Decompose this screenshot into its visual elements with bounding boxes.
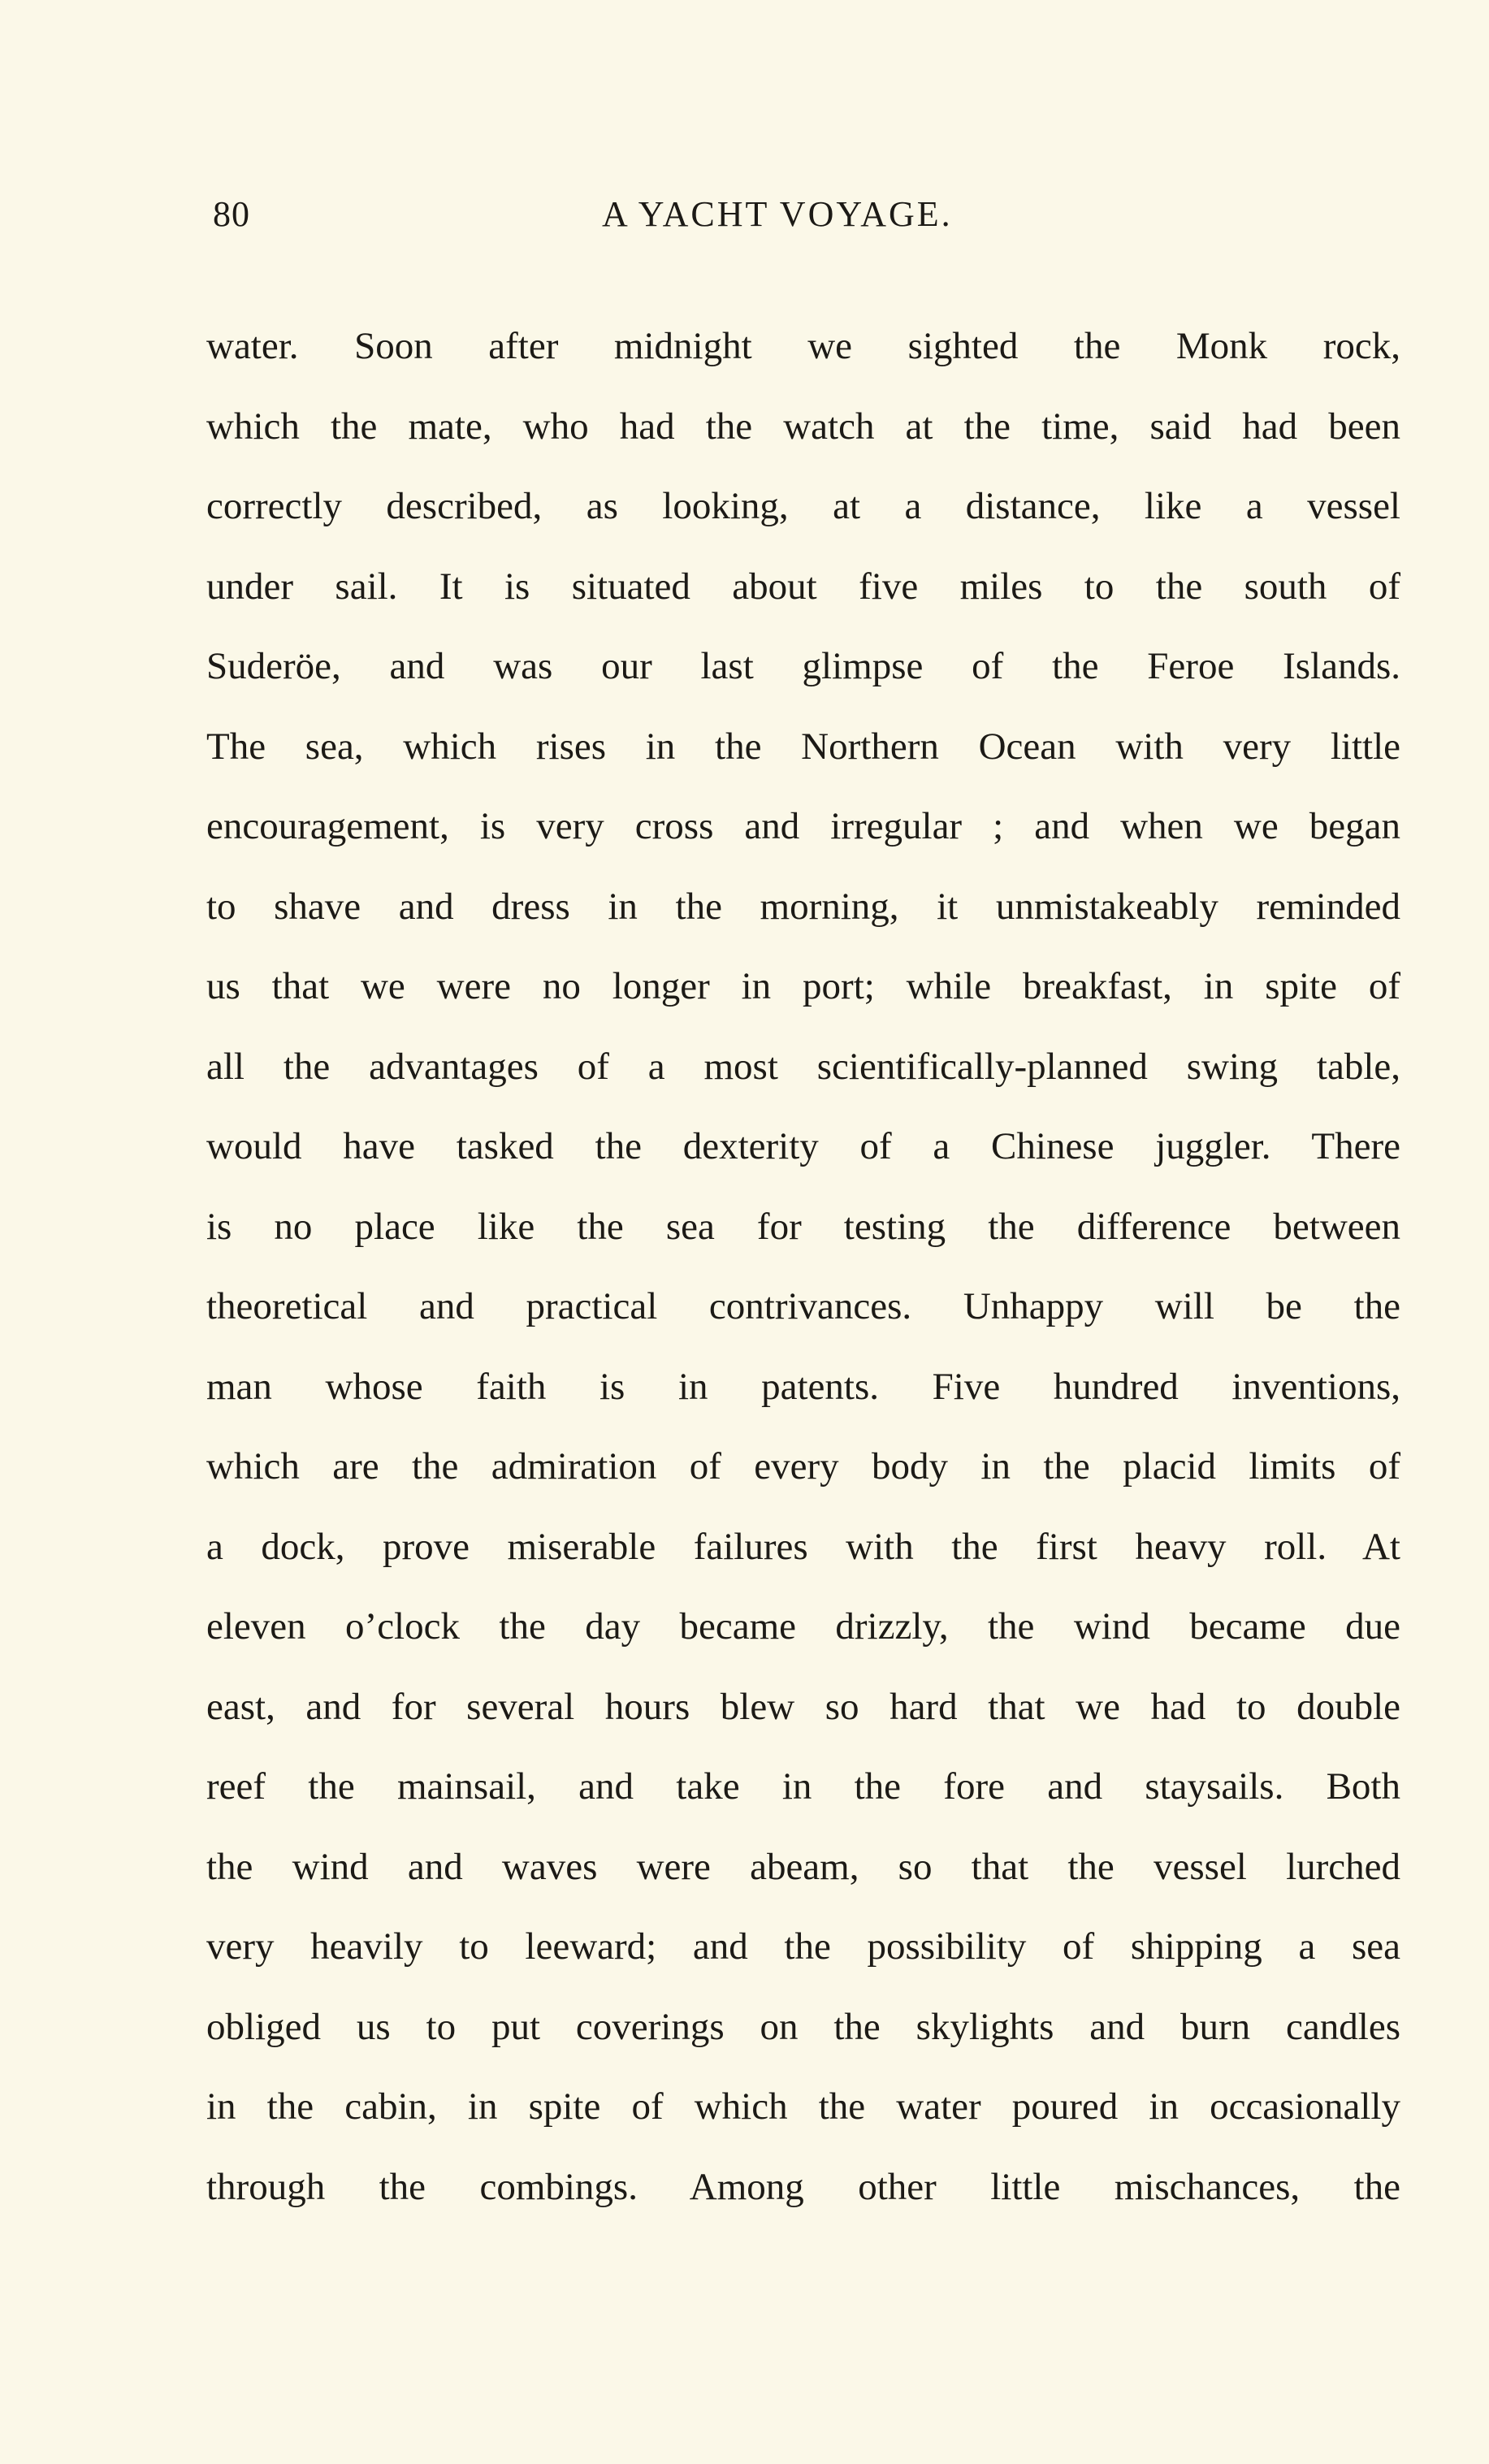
- body-text: [206, 306, 1400, 2227]
- text-line: the wind and waves were abeam, so that the vessel lurched: [206, 1845, 1400, 1888]
- text-line: is no place like the sea for testing the difference between: [206, 1205, 1400, 1248]
- text-line: Suderöe, and was our last glimpse of the Feroe Islands.: [206, 645, 1400, 687]
- text-line: very heavily to leeward; and the possibility of shipping a sea: [206, 1925, 1400, 1968]
- text-line: reef the mainsail, and take in the fore and staysails. Both: [206, 1765, 1400, 1808]
- text-line: east, and for several hours blew so hard that we had to double: [206, 1685, 1400, 1728]
- running-title: A YACHT VOYAGE.: [602, 194, 953, 234]
- text-line: water. Soon after midnight we sighted the Monk rock,: [206, 325, 1400, 367]
- text-line: under sail. It is situated about five miles to the south of: [206, 565, 1400, 608]
- text-line: which the mate, who had the watch at the time, said had been: [206, 405, 1400, 448]
- text-line: correctly described, as looking, at a distance, like a vessel: [206, 485, 1400, 527]
- text-line: to shave and dress in the morning, it unmistakeably reminded: [206, 885, 1400, 928]
- text-line: man whose faith is in patents. Five hundred inventions,: [206, 1365, 1400, 1408]
- page-number: 80: [213, 194, 250, 234]
- text-line: in the cabin, in spite of which the water poured in occasionally: [206, 2085, 1400, 2128]
- text-line: The sea, which rises in the Northern Ocean with very little: [206, 725, 1400, 768]
- text-line: encouragement, is very cross and irregular ; and when we began: [206, 805, 1400, 847]
- text-line: all the advantages of a most scientifically-planned swing table,: [206, 1045, 1400, 1088]
- text-line: eleven o’clock the day became drizzly, the wind became due: [206, 1605, 1400, 1648]
- text-line: theoretical and practical contrivances. Unhappy will be the: [206, 1285, 1400, 1327]
- text-line: would have tasked the dexterity of a Chinese juggler. There: [206, 1125, 1400, 1167]
- text-line: through the combings. Among other little mischances, the: [206, 2165, 1400, 2208]
- text-line: obliged us to put coverings on the skylights and burn candles: [206, 2005, 1400, 2048]
- text-line: us that we were no longer in port; while breakfast, in spite of: [206, 965, 1400, 1007]
- text-line: which are the admiration of every body in the placid limits of: [206, 1445, 1400, 1487]
- running-head: [213, 193, 1025, 250]
- text-line: a dock, prove miserable failures with the first heavy roll. At: [206, 1525, 1400, 1568]
